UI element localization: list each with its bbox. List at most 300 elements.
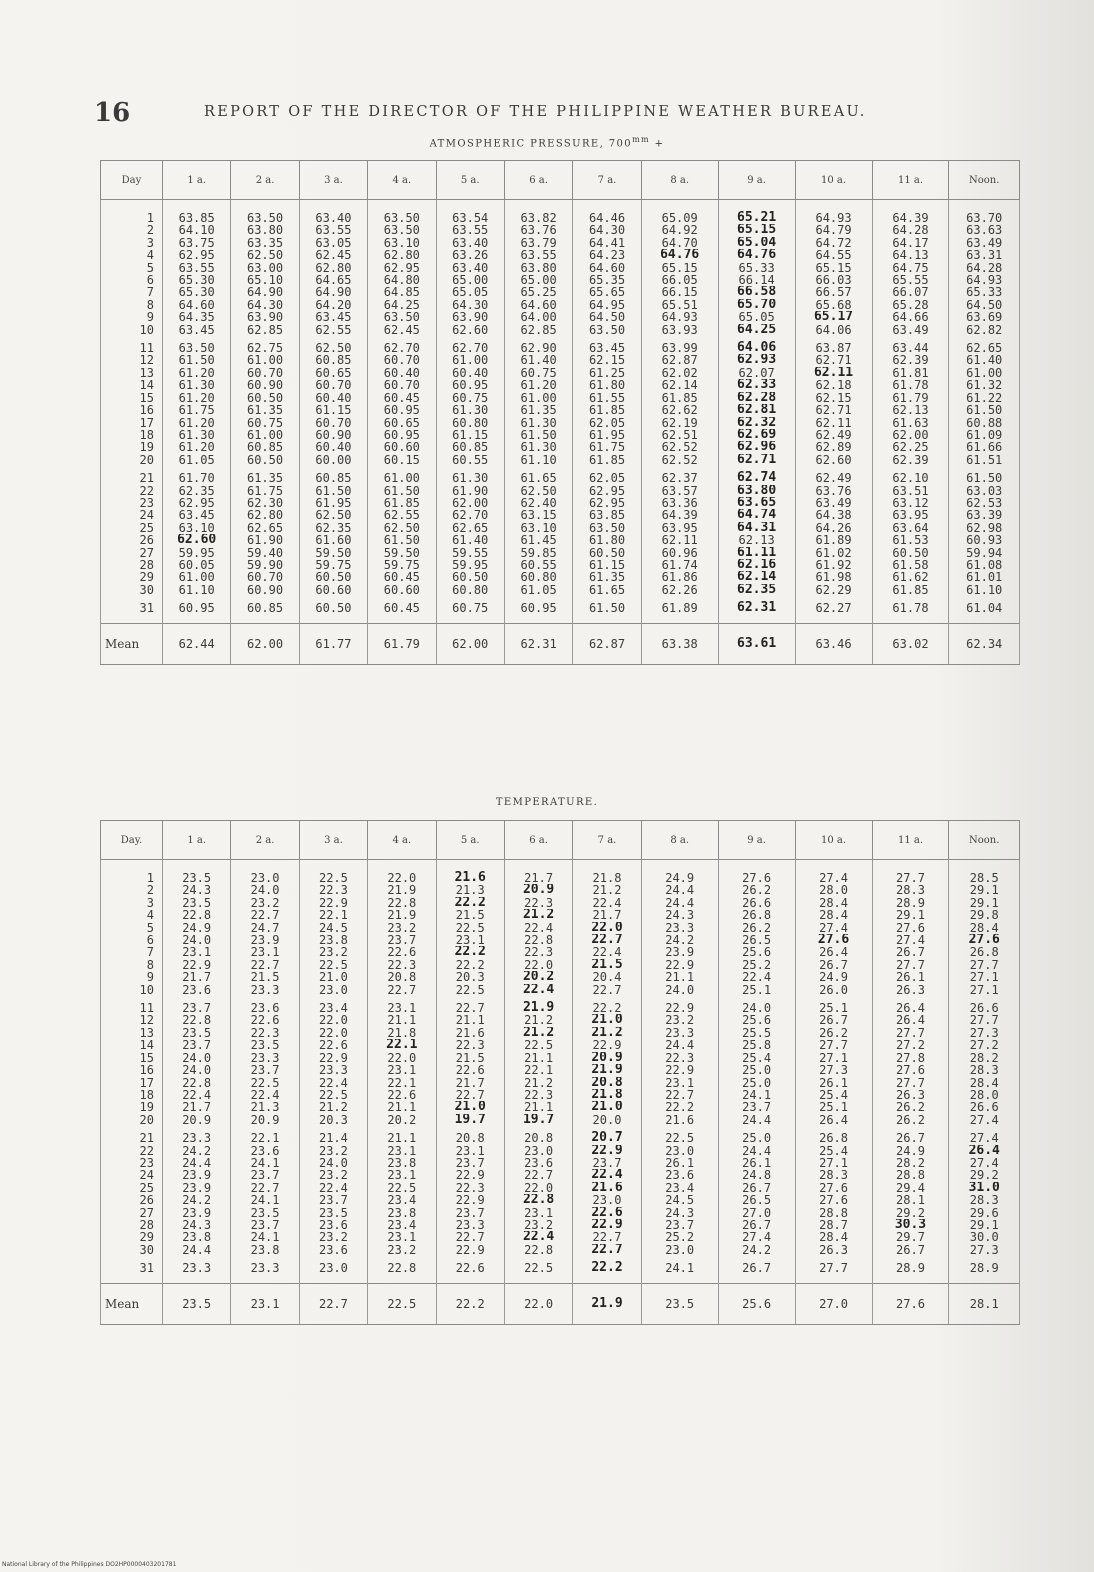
value-cell: 22.3 — [231, 1027, 299, 1039]
day-cell: 7 — [101, 946, 163, 958]
value-cell: 63.70 — [949, 200, 1020, 225]
value-cell: 65.30 — [162, 274, 230, 286]
mean-value-cell: 21.9 — [573, 1283, 641, 1324]
value-cell: 27.7 — [872, 860, 949, 885]
day-cell: 23 — [101, 497, 163, 509]
table-row — [101, 1014, 1020, 1026]
value-cell: 64.65 — [299, 274, 367, 286]
value-cell: 63.90 — [231, 311, 299, 323]
value-cell: 24.4 — [718, 1145, 795, 1157]
value-cell: 63.10 — [504, 522, 572, 534]
value-cell: 21.1 — [368, 1101, 436, 1113]
day-cell: 19 — [101, 1101, 163, 1113]
day-cell: 14 — [101, 379, 163, 391]
value-cell: 62.52 — [641, 441, 718, 453]
value-cell: 62.16 — [718, 559, 795, 571]
mean-value-cell: 62.44 — [162, 623, 230, 664]
value-cell: 23.5 — [162, 1027, 230, 1039]
value-cell: 62.52 — [641, 454, 718, 466]
value-cell: 64.90 — [231, 286, 299, 298]
value-cell: 23.1 — [436, 1145, 504, 1157]
value-cell: 61.55 — [573, 392, 641, 404]
table-row — [101, 1219, 1020, 1231]
value-cell: 61.35 — [231, 404, 299, 416]
day-cell: 8 — [101, 959, 163, 971]
value-cell: 23.3 — [641, 922, 718, 934]
value-cell: 22.5 — [436, 984, 504, 996]
value-cell: 64.30 — [436, 299, 504, 311]
value-cell: 24.5 — [299, 922, 367, 934]
value-cell: 25.6 — [718, 946, 795, 958]
value-cell: 29.8 — [949, 909, 1020, 921]
value-cell: 62.60 — [795, 454, 872, 466]
value-cell: 60.65 — [368, 417, 436, 429]
value-cell: 60.85 — [231, 441, 299, 453]
value-cell: 21.8 — [368, 1027, 436, 1039]
value-cell: 23.2 — [504, 1219, 572, 1231]
value-cell: 27.3 — [949, 1244, 1020, 1256]
value-cell: 24.0 — [299, 1157, 367, 1169]
value-cell: 22.1 — [368, 1039, 436, 1051]
value-cell: 61.89 — [795, 534, 872, 546]
value-cell: 21.0 — [573, 1101, 641, 1113]
value-cell: 30.0 — [949, 1231, 1020, 1243]
value-cell: 60.70 — [231, 571, 299, 583]
value-cell: 62.75 — [231, 336, 299, 354]
value-cell: 59.55 — [436, 547, 504, 559]
value-cell: 27.6 — [872, 1064, 949, 1076]
value-cell: 30.3 — [872, 1219, 949, 1231]
value-cell: 62.90 — [504, 336, 572, 354]
value-cell: 60.00 — [299, 454, 367, 466]
value-cell: 23.2 — [368, 922, 436, 934]
value-cell: 63.50 — [231, 200, 299, 225]
value-cell: 31.0 — [949, 1182, 1020, 1194]
value-cell: 60.70 — [368, 354, 436, 366]
value-cell: 23.1 — [368, 1064, 436, 1076]
value-cell: 27.6 — [872, 922, 949, 934]
value-cell: 64.50 — [949, 299, 1020, 311]
value-cell: 64.39 — [641, 509, 718, 521]
value-cell: 19.7 — [504, 1114, 572, 1126]
value-cell: 20.8 — [436, 1126, 504, 1144]
value-cell: 25.6 — [718, 1014, 795, 1026]
value-cell: 20.8 — [573, 1077, 641, 1089]
value-cell: 22.9 — [573, 1145, 641, 1157]
value-cell: 62.85 — [231, 324, 299, 336]
value-cell: 23.6 — [162, 984, 230, 996]
value-cell: 61.78 — [872, 596, 949, 623]
value-cell: 62.40 — [504, 497, 572, 509]
value-cell: 22.2 — [573, 996, 641, 1014]
value-cell: 28.2 — [949, 1052, 1020, 1064]
value-cell: 64.25 — [368, 299, 436, 311]
table-row — [101, 1194, 1020, 1206]
mean-value-cell: 62.87 — [573, 623, 641, 664]
mean-row — [101, 623, 1020, 664]
value-cell: 60.50 — [299, 596, 367, 623]
value-cell: 62.95 — [368, 262, 436, 274]
value-cell: 63.69 — [949, 311, 1020, 323]
value-cell: 61.75 — [162, 404, 230, 416]
value-cell: 27.4 — [795, 922, 872, 934]
value-cell: 66.58 — [718, 286, 795, 298]
day-cell: 4 — [101, 909, 163, 921]
value-cell: 22.3 — [368, 959, 436, 971]
value-cell: 59.90 — [231, 559, 299, 571]
value-cell: 61.30 — [162, 379, 230, 391]
day-cell: 24 — [101, 1169, 163, 1181]
table-row — [101, 996, 1020, 1014]
value-cell: 21.5 — [436, 909, 504, 921]
value-cell: 62.29 — [795, 584, 872, 596]
mean-value-cell: 22.2 — [436, 1283, 504, 1324]
table-row — [101, 249, 1020, 261]
value-cell: 21.7 — [162, 1101, 230, 1113]
value-cell: 63.03 — [949, 485, 1020, 497]
hour-column-header: 5 a. — [436, 161, 504, 200]
mean-value-cell: 62.34 — [949, 623, 1020, 664]
value-cell: 63.05 — [299, 237, 367, 249]
value-cell: 22.7 — [573, 984, 641, 996]
day-cell: 28 — [101, 1219, 163, 1231]
day-cell: 7 — [101, 286, 163, 298]
value-cell: 63.50 — [368, 224, 436, 236]
value-cell: 26.3 — [872, 984, 949, 996]
value-cell: 61.74 — [641, 559, 718, 571]
value-cell: 27.7 — [949, 959, 1020, 971]
value-cell: 22.9 — [573, 1039, 641, 1051]
value-cell: 26.1 — [872, 971, 949, 983]
value-cell: 24.9 — [795, 971, 872, 983]
day-cell: 21 — [101, 1126, 163, 1144]
day-cell: 12 — [101, 1014, 163, 1026]
table-row — [101, 522, 1020, 534]
value-cell: 22.4 — [504, 1231, 572, 1243]
value-cell: 27.4 — [872, 934, 949, 946]
value-cell: 60.75 — [504, 367, 572, 379]
value-cell: 22.6 — [573, 1207, 641, 1219]
value-cell: 65.15 — [641, 262, 718, 274]
value-cell: 21.1 — [641, 971, 718, 983]
value-cell: 65.09 — [641, 200, 718, 225]
value-cell: 22.3 — [436, 1182, 504, 1194]
value-cell: 63.55 — [436, 224, 504, 236]
value-cell: 20.9 — [231, 1114, 299, 1126]
value-cell: 61.30 — [436, 466, 504, 484]
table-row — [101, 984, 1020, 996]
hour-column-header: 5 a. — [436, 821, 504, 860]
value-cell: 61.32 — [949, 379, 1020, 391]
value-cell: 23.5 — [299, 1207, 367, 1219]
value-cell: 64.66 — [872, 311, 949, 323]
table-row — [101, 1039, 1020, 1051]
value-cell: 22.7 — [573, 934, 641, 946]
value-cell: 27.4 — [949, 1157, 1020, 1169]
value-cell: 27.3 — [795, 1064, 872, 1076]
value-cell: 28.8 — [872, 1169, 949, 1181]
value-cell: 29.4 — [872, 1182, 949, 1194]
value-cell: 62.45 — [368, 324, 436, 336]
value-cell: 63.49 — [872, 324, 949, 336]
value-cell: 60.93 — [949, 534, 1020, 546]
value-cell: 61.00 — [368, 466, 436, 484]
value-cell: 61.35 — [504, 404, 572, 416]
value-cell: 63.40 — [436, 262, 504, 274]
day-column-header: Day. — [101, 821, 163, 860]
table-row — [101, 1157, 1020, 1169]
value-cell: 26.7 — [718, 1256, 795, 1283]
value-cell: 63.31 — [949, 249, 1020, 261]
value-cell: 20.7 — [573, 1126, 641, 1144]
value-cell: 60.95 — [368, 429, 436, 441]
value-cell: 28.7 — [795, 1219, 872, 1231]
value-cell: 60.15 — [368, 454, 436, 466]
table-row — [101, 934, 1020, 946]
value-cell: 64.93 — [641, 311, 718, 323]
value-cell: 26.7 — [872, 1126, 949, 1144]
value-cell: 21.2 — [299, 1101, 367, 1113]
hour-column-header: 4 a. — [368, 161, 436, 200]
value-cell: 28.2 — [872, 1157, 949, 1169]
value-cell: 65.33 — [949, 286, 1020, 298]
value-cell: 62.50 — [231, 249, 299, 261]
value-cell: 22.3 — [299, 884, 367, 896]
table-row — [101, 571, 1020, 583]
value-cell: 28.0 — [795, 884, 872, 896]
value-cell: 23.2 — [299, 946, 367, 958]
value-cell: 24.0 — [162, 1052, 230, 1064]
value-cell: 22.0 — [504, 1182, 572, 1194]
value-cell: 63.99 — [641, 336, 718, 354]
value-cell: 61.20 — [162, 441, 230, 453]
value-cell: 63.64 — [872, 522, 949, 534]
value-cell: 62.39 — [872, 454, 949, 466]
value-cell: 60.50 — [231, 392, 299, 404]
value-cell: 27.4 — [949, 1114, 1020, 1126]
value-cell: 28.4 — [949, 922, 1020, 934]
value-cell: 60.95 — [504, 596, 572, 623]
day-cell: 18 — [101, 429, 163, 441]
value-cell: 29.6 — [949, 1207, 1020, 1219]
pressure-title-suffix: + — [650, 138, 665, 150]
value-cell: 61.40 — [949, 354, 1020, 366]
table-row — [101, 1231, 1020, 1243]
value-cell: 22.3 — [436, 1039, 504, 1051]
value-cell: 26.7 — [718, 1219, 795, 1231]
value-cell: 21.2 — [573, 1027, 641, 1039]
value-cell: 60.40 — [299, 392, 367, 404]
hour-column-header: Noon. — [949, 161, 1020, 200]
value-cell: 64.41 — [573, 237, 641, 249]
value-cell: 62.50 — [299, 509, 367, 521]
value-cell: 59.85 — [504, 547, 572, 559]
value-cell: 66.05 — [641, 274, 718, 286]
value-cell: 64.46 — [573, 200, 641, 225]
value-cell: 21.9 — [504, 996, 572, 1014]
table-row — [101, 311, 1020, 323]
value-cell: 23.4 — [299, 996, 367, 1014]
value-cell: 62.70 — [368, 336, 436, 354]
value-cell: 61.50 — [949, 404, 1020, 416]
value-cell: 23.2 — [641, 1014, 718, 1026]
value-cell: 26.7 — [872, 946, 949, 958]
value-cell: 61.00 — [162, 571, 230, 583]
value-cell: 61.20 — [162, 392, 230, 404]
hour-column-header: 3 a. — [299, 161, 367, 200]
value-cell: 26.3 — [872, 1089, 949, 1101]
value-cell: 61.10 — [504, 454, 572, 466]
value-cell: 22.9 — [641, 1064, 718, 1076]
value-cell: 21.2 — [504, 1027, 572, 1039]
value-cell: 29.2 — [872, 1207, 949, 1219]
day-cell: 29 — [101, 571, 163, 583]
value-cell: 63.49 — [949, 237, 1020, 249]
value-cell: 61.85 — [573, 404, 641, 416]
value-cell: 61.80 — [573, 534, 641, 546]
day-cell: 27 — [101, 1207, 163, 1219]
temperature-table — [100, 820, 1020, 1325]
value-cell: 22.8 — [504, 1244, 572, 1256]
value-cell: 61.50 — [949, 466, 1020, 484]
value-cell: 64.92 — [641, 224, 718, 236]
value-cell: 62.70 — [436, 509, 504, 521]
value-cell: 29.1 — [949, 897, 1020, 909]
value-cell: 21.1 — [436, 1014, 504, 1026]
hour-column-header: 8 a. — [641, 821, 718, 860]
day-cell: 20 — [101, 1114, 163, 1126]
value-cell: 62.00 — [436, 497, 504, 509]
value-cell: 64.50 — [573, 311, 641, 323]
value-cell: 61.98 — [795, 571, 872, 583]
value-cell: 23.9 — [231, 934, 299, 946]
value-cell: 23.9 — [162, 1207, 230, 1219]
mean-value-cell: 23.1 — [231, 1283, 299, 1324]
value-cell: 23.3 — [436, 1219, 504, 1231]
value-cell: 64.17 — [872, 237, 949, 249]
value-cell: 26.7 — [872, 1244, 949, 1256]
value-cell: 61.50 — [504, 429, 572, 441]
value-cell: 22.2 — [436, 959, 504, 971]
value-cell: 26.2 — [718, 884, 795, 896]
value-cell: 27.7 — [872, 959, 949, 971]
value-cell: 25.1 — [795, 996, 872, 1014]
value-cell: 23.3 — [641, 1027, 718, 1039]
value-cell: 26.4 — [949, 1145, 1020, 1157]
value-cell: 23.8 — [162, 1231, 230, 1243]
value-cell: 24.7 — [231, 922, 299, 934]
table-row — [101, 404, 1020, 416]
value-cell: 63.15 — [504, 509, 572, 521]
value-cell: 61.40 — [436, 534, 504, 546]
value-cell: 64.30 — [231, 299, 299, 311]
mean-value-cell: 27.6 — [872, 1283, 949, 1324]
value-cell: 60.95 — [368, 404, 436, 416]
value-cell: 22.4 — [573, 897, 641, 909]
value-cell: 63.90 — [436, 311, 504, 323]
value-cell: 29.1 — [872, 909, 949, 921]
value-cell: 65.10 — [231, 274, 299, 286]
value-cell: 23.4 — [368, 1194, 436, 1206]
value-cell: 23.7 — [641, 1219, 718, 1231]
value-cell: 63.50 — [573, 522, 641, 534]
table-row — [101, 274, 1020, 286]
value-cell: 21.3 — [231, 1101, 299, 1113]
value-cell: 59.50 — [299, 547, 367, 559]
value-cell: 28.4 — [795, 1231, 872, 1243]
value-cell: 21.9 — [573, 1064, 641, 1076]
mean-label: Mean — [101, 623, 163, 664]
mean-value-cell: 28.1 — [949, 1283, 1020, 1324]
value-cell: 26.6 — [949, 1101, 1020, 1113]
value-cell: 63.36 — [641, 497, 718, 509]
value-cell: 63.45 — [162, 324, 230, 336]
value-cell: 23.1 — [436, 934, 504, 946]
value-cell: 64.39 — [872, 200, 949, 225]
value-cell: 23.0 — [299, 984, 367, 996]
value-cell: 26.4 — [795, 1114, 872, 1126]
value-cell: 22.9 — [162, 959, 230, 971]
value-cell: 21.7 — [436, 1077, 504, 1089]
value-cell: 63.40 — [299, 200, 367, 225]
value-cell: 64.80 — [368, 274, 436, 286]
value-cell: 22.4 — [573, 946, 641, 958]
value-cell: 23.1 — [368, 1145, 436, 1157]
value-cell: 64.31 — [718, 522, 795, 534]
value-cell: 64.20 — [299, 299, 367, 311]
value-cell: 27.0 — [718, 1207, 795, 1219]
value-cell: 63.50 — [162, 336, 230, 354]
value-cell: 24.1 — [231, 1194, 299, 1206]
table-row — [101, 534, 1020, 546]
value-cell: 25.8 — [718, 1039, 795, 1051]
value-cell: 23.2 — [231, 897, 299, 909]
value-cell: 64.75 — [872, 262, 949, 274]
value-cell: 60.85 — [231, 596, 299, 623]
value-cell: 61.90 — [231, 534, 299, 546]
value-cell: 61.81 — [872, 367, 949, 379]
value-cell: 24.5 — [641, 1194, 718, 1206]
table-row — [101, 1256, 1020, 1283]
value-cell: 60.45 — [368, 392, 436, 404]
value-cell: 24.0 — [162, 934, 230, 946]
value-cell: 22.5 — [504, 1039, 572, 1051]
value-cell: 63.76 — [795, 485, 872, 497]
day-cell: 17 — [101, 1077, 163, 1089]
day-cell: 20 — [101, 454, 163, 466]
value-cell: 62.49 — [795, 429, 872, 441]
day-cell: 25 — [101, 1182, 163, 1194]
value-cell: 26.6 — [949, 996, 1020, 1014]
value-cell: 23.2 — [368, 1244, 436, 1256]
value-cell: 21.9 — [368, 909, 436, 921]
day-cell: 5 — [101, 922, 163, 934]
value-cell: 25.1 — [718, 984, 795, 996]
value-cell: 20.3 — [436, 971, 504, 983]
table-row — [101, 1207, 1020, 1219]
value-cell: 63.65 — [718, 497, 795, 509]
value-cell: 60.90 — [231, 379, 299, 391]
value-cell: 63.12 — [872, 497, 949, 509]
day-cell: 3 — [101, 897, 163, 909]
value-cell: 62.00 — [872, 429, 949, 441]
value-cell: 26.8 — [949, 946, 1020, 958]
value-cell: 22.5 — [641, 1126, 718, 1144]
table-row — [101, 299, 1020, 311]
day-cell: 3 — [101, 237, 163, 249]
value-cell: 62.27 — [795, 596, 872, 623]
value-cell: 62.26 — [641, 584, 718, 596]
